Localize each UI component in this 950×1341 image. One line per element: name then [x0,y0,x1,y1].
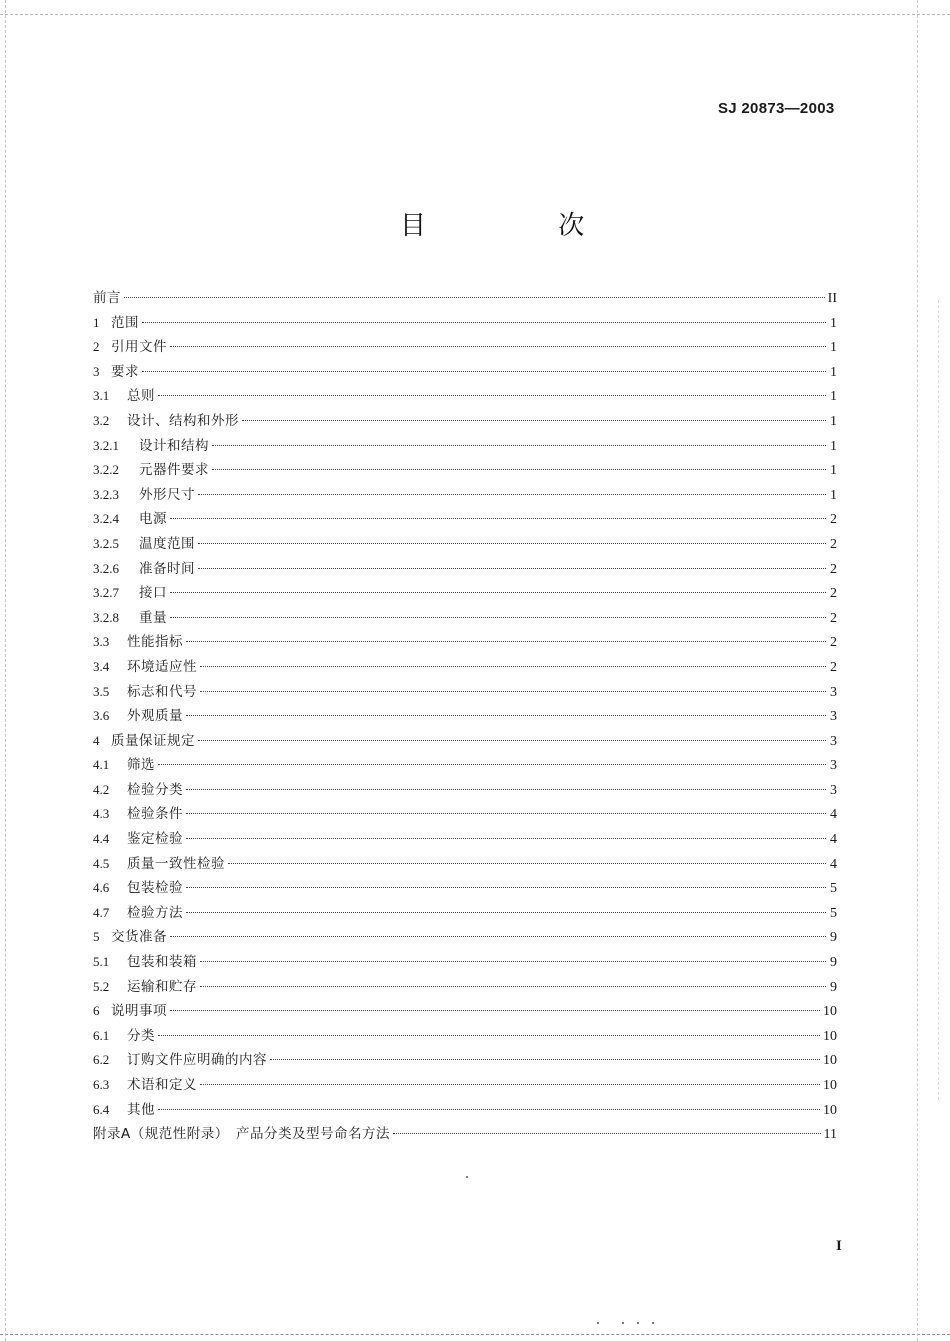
toc-entry-number: 4.6 [93,880,110,896]
toc-dot-leader [200,985,826,987]
toc-entry-page: 3 [830,684,837,700]
toc-entry[interactable] [93,876,837,901]
toc-entry-page: 2 [830,610,837,626]
toc-dot-leader [270,1058,820,1060]
toc-entry-number: 1 [93,314,100,330]
toc-entry-page: 11 [823,1127,837,1143]
toc-dot-leader [142,370,826,372]
toc-entry-page: 1 [830,389,837,405]
toc-entry-number: 4.5 [93,855,110,871]
toc-entry-number: 3.2.8 [93,609,119,625]
toc-dot-leader [158,763,826,765]
toc-dot-leader [186,837,826,839]
toc-entry-number: 3.5 [93,683,110,699]
toc-entry[interactable] [93,950,837,975]
toc-entry-number: 3.2.1 [93,437,119,453]
toc-dot-leader [170,345,826,347]
toc-entry-page: 10 [823,1102,837,1118]
page-number: I [836,1238,842,1254]
toc-entry-number: 3 [93,363,100,379]
toc-entry-page: 2 [830,512,837,528]
scan-border-bottom [0,1334,950,1335]
toc-entry-number: 6.1 [93,1027,110,1043]
toc-entry-title: 要求 [111,363,139,380]
toc-entry-number: 4.2 [93,781,110,797]
toc-entry-title: 包装检验 [127,880,183,897]
toc-dot-leader [170,935,826,937]
toc-dot-leader [200,690,826,692]
toc-entry-page: 2 [830,536,837,552]
toc-entry-title: 检验分类 [127,781,183,798]
toc-entry-title: 运输和贮存 [127,978,197,995]
toc-title: 目 次 [400,211,647,241]
toc-entry-title: 环境适应性 [127,658,197,675]
toc-dot-leader [124,296,825,298]
toc-entry-page: 3 [830,758,837,774]
table-of-contents [93,286,837,1147]
toc-entry-number: 4.1 [93,757,110,773]
toc-entry-number: 3.6 [93,708,110,724]
toc-entry-number: 6.2 [93,1052,110,1068]
toc-entry-page: 9 [830,955,837,971]
toc-dot-leader [393,1132,821,1134]
toc-entry-title: 外形尺寸 [139,486,195,503]
toc-entry[interactable] [93,630,837,655]
toc-entry-number: 3.1 [93,388,110,404]
toc-entry-page: 2 [830,561,837,577]
toc-entry-number: 3.3 [93,634,110,650]
toc-entry[interactable] [93,1122,837,1147]
toc-entry-page: 1 [830,413,837,429]
toc-entry-title: 外观质量 [127,708,183,725]
toc-dot-leader [170,1009,820,1011]
toc-entry-page: 1 [830,438,837,454]
toc-entry-title: 设计和结构 [139,437,209,454]
toc-entry-number: 5.2 [93,978,110,994]
toc-entry[interactable] [93,1024,837,1049]
toc-dot-leader [242,419,826,421]
toc-entry[interactable] [93,507,837,532]
toc-entry-page: 3 [830,709,837,725]
toc-entry-number: 4 [93,732,100,748]
toc-entry[interactable] [93,581,837,606]
toc-entry-number: 3.4 [93,658,110,674]
toc-entry-page: 5 [830,881,837,897]
toc-entry-title: 分类 [127,1027,155,1044]
toc-entry[interactable] [93,655,837,680]
toc-entry-number: 4.7 [93,904,110,920]
toc-entry-title: 引用文件 [111,339,167,356]
toc-entry-title: 质量保证规定 [111,732,195,749]
toc-entry[interactable] [93,999,837,1024]
toc-entry-page: 4 [830,856,837,872]
toc-dot-leader [212,444,826,446]
toc-entry-title: 质量一致性检验 [127,855,225,872]
toc-dot-leader [198,739,826,741]
toc-entry-page: 5 [830,905,837,921]
toc-entry-number: 6 [93,1003,100,1019]
document-code: SJ 20873—2003 [718,100,835,117]
toc-entry-page: 2 [830,635,837,651]
toc-entry-title: 鉴定检验 [127,831,183,848]
toc-entry-page: 1 [830,315,837,331]
toc-entry-page: 10 [823,1004,837,1020]
toc-dot-leader [158,394,826,396]
toc-entry[interactable] [93,704,837,729]
toc-entry-title: 检验条件 [127,806,183,823]
toc-entry[interactable] [93,606,837,631]
toc-entry-number: 6.3 [93,1077,110,1092]
toc-entry-number: 4.3 [93,806,110,822]
toc-entry-title: 重量 [139,609,167,626]
toc-entry-title: 前言 [93,290,121,306]
toc-entry-title: 其他 [127,1101,155,1118]
toc-entry-number: 3.2 [93,412,110,428]
toc-entry-number: 3.2.4 [93,511,119,527]
toc-entry-title: 术语和定义 [127,1077,197,1093]
scan-speck [652,1322,654,1324]
toc-entry[interactable] [93,409,837,434]
toc-entry-page: 1 [830,364,837,380]
toc-entry-title: 元器件要求 [139,462,209,479]
toc-entry-number: 3.2.2 [93,462,119,478]
toc-entry-number: 5 [93,929,100,945]
toc-dot-leader [186,886,826,888]
toc-entry-title: 说明事项 [111,1003,167,1020]
toc-entry[interactable] [93,335,837,360]
toc-entry-page: II [827,291,837,306]
toc-entry-title: 准备时间 [139,560,195,577]
toc-entry-page: 9 [830,930,837,946]
toc-dot-leader [186,788,826,790]
toc-entry-page: 10 [823,1028,837,1044]
scan-border-left [5,0,6,1341]
scan-speck [637,1322,639,1324]
toc-entry-number: 3.2.3 [93,486,119,502]
toc-entry[interactable] [93,1048,837,1073]
scan-border-right-inner [938,300,939,1100]
toc-dot-leader [228,862,826,864]
toc-entry[interactable] [93,557,837,582]
toc-entry[interactable] [93,680,837,705]
toc-entry[interactable] [93,778,837,803]
toc-dot-leader [186,911,826,913]
toc-dot-leader [200,665,826,667]
toc-dot-leader [158,1034,820,1036]
scan-speck [597,1322,599,1324]
toc-entry-number: 6.4 [93,1101,110,1117]
toc-entry[interactable] [93,286,837,311]
toc-dot-leader [200,960,826,962]
toc-entry-title: 总则 [127,388,155,405]
toc-dot-leader [170,616,826,618]
toc-entry-page: 3 [830,782,837,798]
toc-entry-page: 4 [830,832,837,848]
toc-entry-number: 4.4 [93,831,110,847]
toc-entry-number: 3.2.5 [93,535,119,551]
scan-speck [622,1322,624,1324]
toc-entry[interactable] [93,975,837,1000]
toc-entry[interactable] [93,901,837,926]
toc-entry[interactable] [93,532,837,557]
toc-entry-title: 包装和装箱 [127,954,197,971]
toc-entry[interactable] [93,483,837,508]
toc-entry-page: 2 [830,659,837,675]
toc-entry-page: 10 [823,1053,837,1069]
toc-entry[interactable] [93,827,837,852]
toc-entry-page: 4 [830,807,837,823]
toc-entry[interactable] [93,1098,837,1123]
toc-entry[interactable] [93,311,837,336]
toc-entry-number: 2 [93,339,100,355]
toc-dot-leader [170,517,826,519]
toc-entry-page: 9 [830,979,837,995]
toc-entry-title: 设计、结构和外形 [127,412,239,429]
toc-entry[interactable] [93,802,837,827]
toc-entry[interactable] [93,1073,837,1098]
toc-entry[interactable] [93,729,837,754]
toc-entry-page: 3 [830,733,837,749]
toc-entry-page: 10 [823,1078,837,1093]
toc-entry-title: 电源 [139,511,167,528]
toc-dot-leader [158,1108,820,1110]
toc-dot-leader [198,542,826,544]
toc-dot-leader [186,714,826,716]
toc-entry-title: 标志和代号 [127,683,197,700]
toc-entry[interactable] [93,753,837,778]
toc-entry[interactable] [93,852,837,877]
toc-entry-number: 3.2.7 [93,585,119,601]
toc-dot-leader [186,640,826,642]
toc-entry[interactable] [93,458,837,483]
scan-border-top [0,14,950,15]
toc-entry-page: 1 [830,340,837,356]
toc-entry-title: 接口 [139,585,167,602]
toc-entry[interactable] [93,384,837,409]
toc-entry-number: 3.2.6 [93,560,119,576]
toc-entry-title: 订购文件应明确的内容 [127,1052,267,1069]
toc-entry-title: 检验方法 [127,904,183,921]
toc-entry-page: 1 [830,487,837,503]
toc-dot-leader [200,1083,820,1085]
toc-dot-leader [142,321,826,323]
toc-dot-leader [186,812,826,814]
toc-entry-title: 附录A（规范性附录） 产品分类及型号命名方法 [93,1126,390,1143]
toc-entry[interactable] [93,360,837,385]
toc-dot-leader [212,468,826,470]
toc-dot-leader [198,493,826,495]
toc-entry-title: 温度范围 [139,535,195,552]
toc-entry-number: 5.1 [93,954,110,970]
toc-entry[interactable] [93,925,837,950]
toc-entry[interactable] [93,434,837,459]
scan-speck [466,1176,468,1178]
toc-entry-title: 范围 [111,314,139,331]
toc-entry-page: 2 [830,586,837,602]
toc-entry-title: 性能指标 [127,634,183,651]
toc-entry-title: 交货准备 [111,929,167,946]
toc-dot-leader [170,591,826,593]
toc-entry-title: 筛选 [127,757,155,774]
toc-dot-leader [198,567,826,569]
toc-entry-page: 1 [830,463,837,479]
scan-border-right [917,0,918,1341]
